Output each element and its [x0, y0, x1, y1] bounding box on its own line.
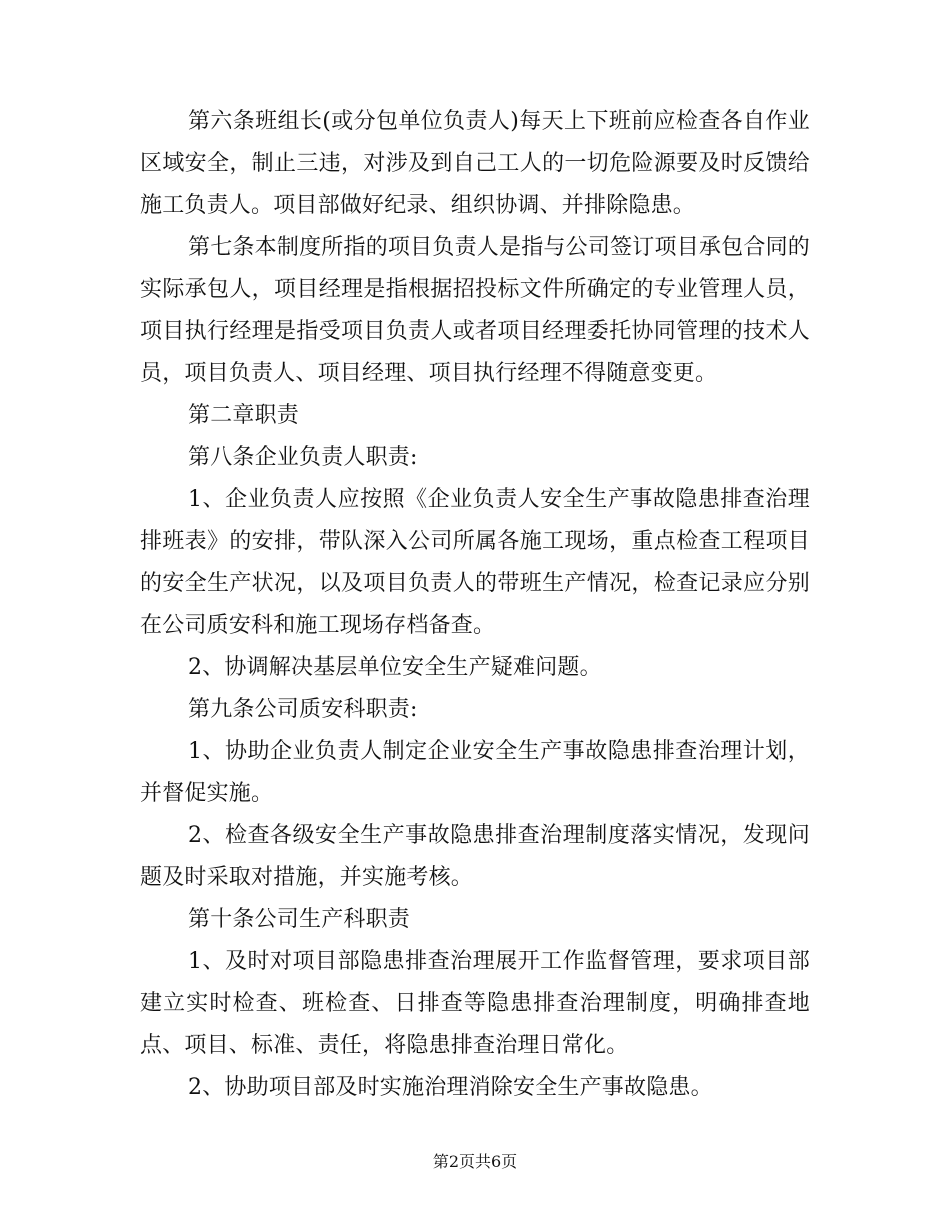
paragraph: 2、协助项目部及时实施治理消除安全生产事故隐患。: [188, 1075, 713, 1100]
paragraph: 2、检查各级安全生产事故隐患排查治理制度落实情况，发现问题及时采取对措施，并实施考核。: [140, 823, 810, 890]
paragraph: 第八条企业负责人职责:: [188, 445, 418, 470]
paragraph: 第六条班组长(或分包单位负责人)每天上下班前应检查各自作业区域安全，制止三违，对涉及到自己工人的一切危险源要及时反馈给施工负责人。项目部做好纪录、组织协调、并排除隐患。: [140, 109, 810, 218]
paragraph: 1、企业负责人应按照《企业负责人安全生产事故隐患排查治理排班表》的安排，带队深入公司所属各施工现场，重点检查工程项目的安全生产状况，以及项目负责人的带班生产情况，检查记录应分别在公司质安科和施工现场存档备查。: [140, 487, 810, 638]
paragraph: 第九条公司质安科职责:: [188, 697, 418, 722]
paragraph: 1、协助企业负责人制定企业安全生产事故隐患排查治理计划，并督促实施。: [140, 739, 810, 806]
page-number-footer: 第2页共6页: [432, 1152, 518, 1171]
paragraph: 2、协调解决基层单位安全生产疑难问题。: [188, 655, 602, 680]
document-body: [140, 101, 810, 1109]
paragraph: 1、及时对项目部隐患排查治理展开工作监督管理，要求项目部建立实时检查、班检查、日排查等隐患排查治理制度，明确排查地点、项目、标准、责任，将隐患排查治理日常化。: [140, 949, 810, 1058]
paragraph: 第七条本制度所指的项目负责人是指与公司签订项目承包合同的实际承包人，项目经理是指根据招投标文件所确定的专业管理人员，项目执行经理是指受项目负责人或者项目经理委托协同管理的技术人员，项目负责人、项目经理、项目执行经理不得随意变更。: [140, 235, 810, 386]
paragraph: 第十条公司生产科职责: [188, 907, 411, 932]
chapter-heading: 第二章职责: [188, 403, 300, 428]
